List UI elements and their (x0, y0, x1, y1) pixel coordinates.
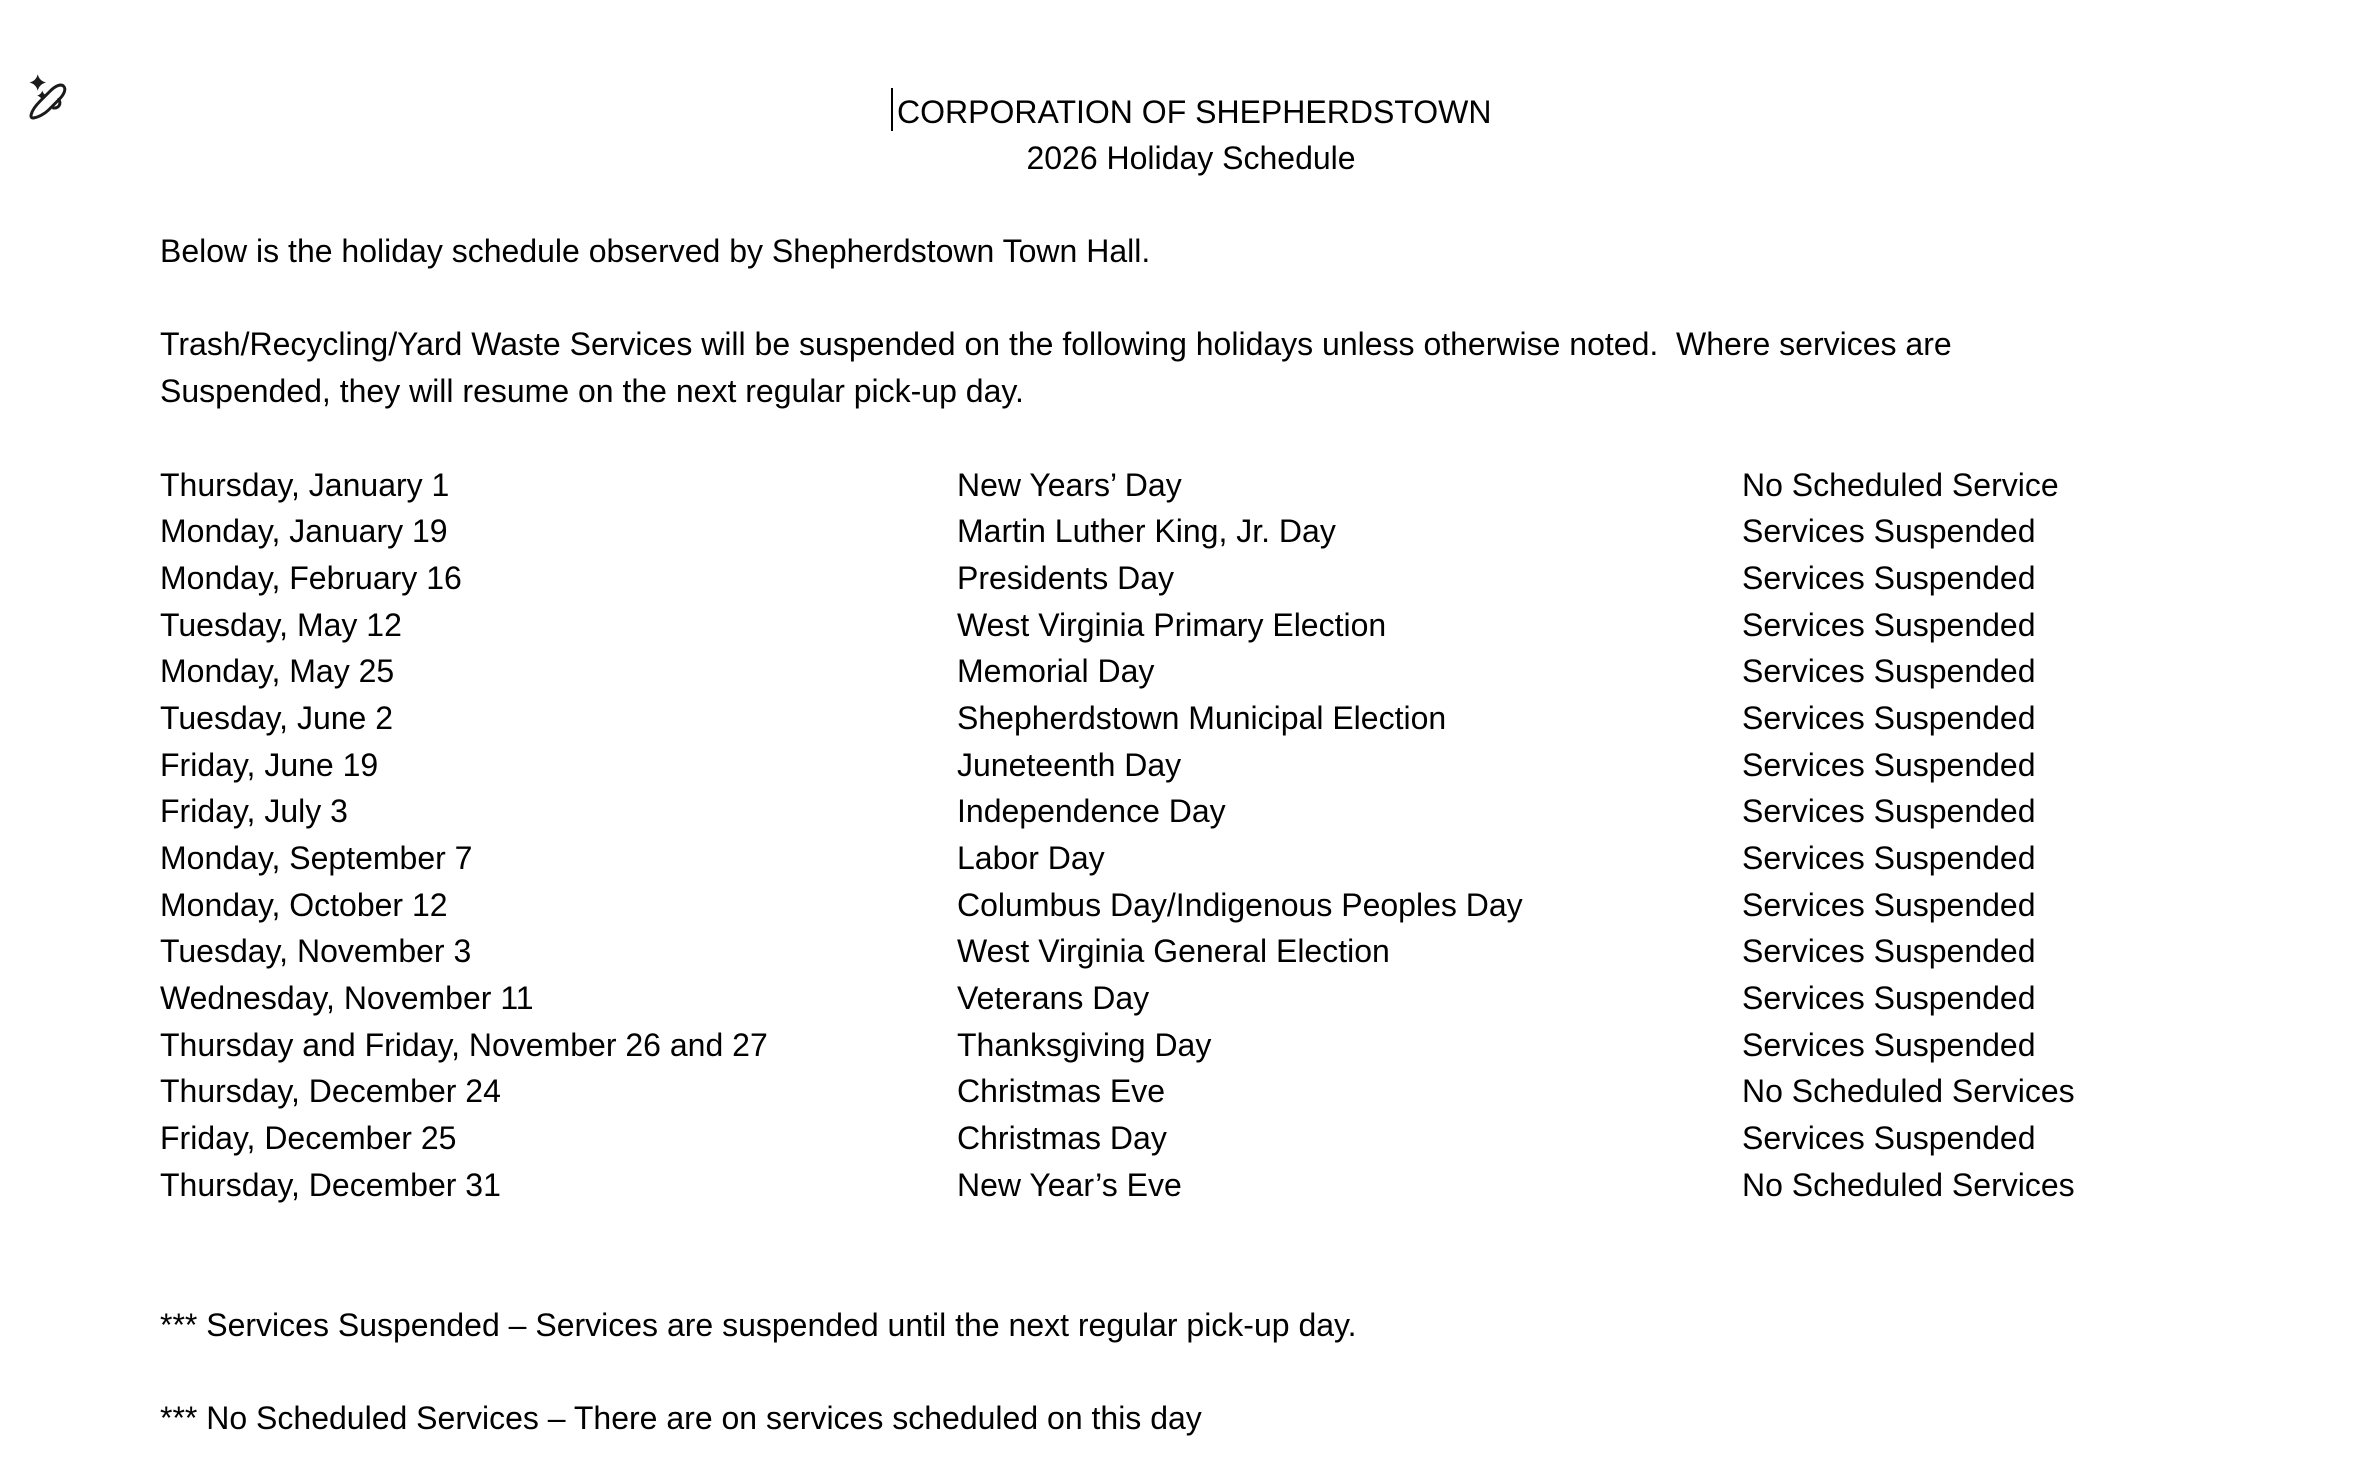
holiday-date: Friday, December 25 (160, 1120, 457, 1157)
holiday-schedule-table (160, 462, 2222, 1209)
holiday-name: Presidents Day (957, 559, 1174, 596)
holiday-date: Tuesday, June 2 (160, 699, 394, 736)
holiday-status: Services Suspended (1742, 1120, 2036, 1157)
holiday-status: Services Suspended (1742, 606, 2036, 643)
holiday-status: Services Suspended (1742, 513, 2036, 550)
footnote-no-scheduled-services: *** No Scheduled Services – There are on services scheduled on this day (160, 1400, 1202, 1437)
doc-title-line-2 (160, 135, 2222, 182)
holiday-date: Monday, January 19 (160, 513, 448, 550)
doc-title-line-1 (160, 88, 2222, 135)
holiday-name: Shepherdstown Municipal Election (957, 699, 1447, 736)
holiday-status: No Scheduled Services (1742, 1073, 2075, 1110)
holiday-date: Thursday, December 24 (160, 1073, 501, 1110)
holiday-status: Services Suspended (1742, 559, 2036, 596)
holiday-name: West Virginia General Election (957, 933, 1390, 970)
holiday-date: Thursday, January 1 (160, 466, 450, 503)
footnote-services-suspended: *** Services Suspended – Services are suspended until the next regular pick-up day. (160, 1306, 1357, 1343)
holiday-status: Services Suspended (1742, 746, 2036, 783)
holiday-name: Independence Day (957, 793, 1226, 830)
holiday-name: Memorial Day (957, 653, 1155, 690)
holiday-date: Friday, July 3 (160, 793, 348, 830)
policy-paragraph-line-2: Suspended, they will resume on the next regular pick-up day. (160, 373, 1024, 410)
holiday-status: Services Suspended (1742, 933, 2036, 970)
holiday-name: Christmas Day (957, 1120, 1167, 1157)
holiday-date: Tuesday, May 12 (160, 606, 402, 643)
holiday-status: Services Suspended (1742, 840, 2036, 876)
holiday-name: Thanksgiving Day (957, 1026, 1212, 1063)
doc-title-text-1: CORPORATION OF SHEPHERDSTOWN (897, 94, 1492, 130)
holiday-date: Thursday and Friday, November 26 and 27 (160, 1026, 768, 1063)
holiday-date: Monday, October 12 (160, 886, 448, 923)
holiday-name: Christmas Eve (957, 1073, 1166, 1110)
holiday-name: Martin Luther King, Jr. Day (957, 513, 1336, 550)
copilot-button[interactable] (22, 70, 70, 122)
holiday-date: Monday, February 16 (160, 559, 462, 596)
holiday-status: Services Suspended (1742, 653, 2036, 690)
holiday-name: Columbus Day/Indigenous Peoples Day (957, 886, 1523, 923)
holiday-date: Wednesday, November 11 (160, 980, 534, 1017)
holiday-date: Tuesday, November 3 (160, 933, 472, 970)
holiday-name: New Years’ Day (957, 466, 1182, 503)
holiday-name: New Year’s Eve (957, 1166, 1182, 1203)
holiday-status: No Scheduled Services (1742, 1166, 2075, 1203)
holiday-status: Services Suspended (1742, 980, 2036, 1017)
holiday-name: West Virginia Primary Election (957, 606, 1387, 643)
holiday-date: Thursday, December 31 (160, 1166, 501, 1203)
holiday-status: Services Suspended (1742, 699, 2036, 736)
policy-paragraph-line-1: Trash/Recycling/Yard Waste Services will be suspended on the following holidays unless otherwise noted. Where services are (160, 326, 1952, 363)
doc-title-text-2: 2026 Holiday Schedule (1026, 139, 1356, 176)
holiday-name: Juneteenth Day (957, 746, 1182, 783)
holiday-date: Friday, June 19 (160, 746, 379, 783)
holiday-date: Monday, September 7 (160, 840, 473, 876)
pen-with-sparkles-icon (22, 70, 70, 122)
intro-paragraph: Below is the holiday schedule observed by Shepherdstown Town Hall. (160, 233, 1151, 270)
holiday-date: Monday, May 25 (160, 653, 395, 690)
holiday-status: No Scheduled Service (1742, 466, 2059, 503)
holiday-name: Veterans Day (957, 980, 1150, 1017)
holiday-status: Services Suspended (1742, 1026, 2036, 1063)
document-content (160, 88, 2222, 1442)
text-cursor (891, 88, 894, 131)
holiday-name: Labor Day (957, 840, 1105, 876)
holiday-status: Services Suspended (1742, 886, 2036, 923)
holiday-status: Services Suspended (1742, 793, 2036, 830)
